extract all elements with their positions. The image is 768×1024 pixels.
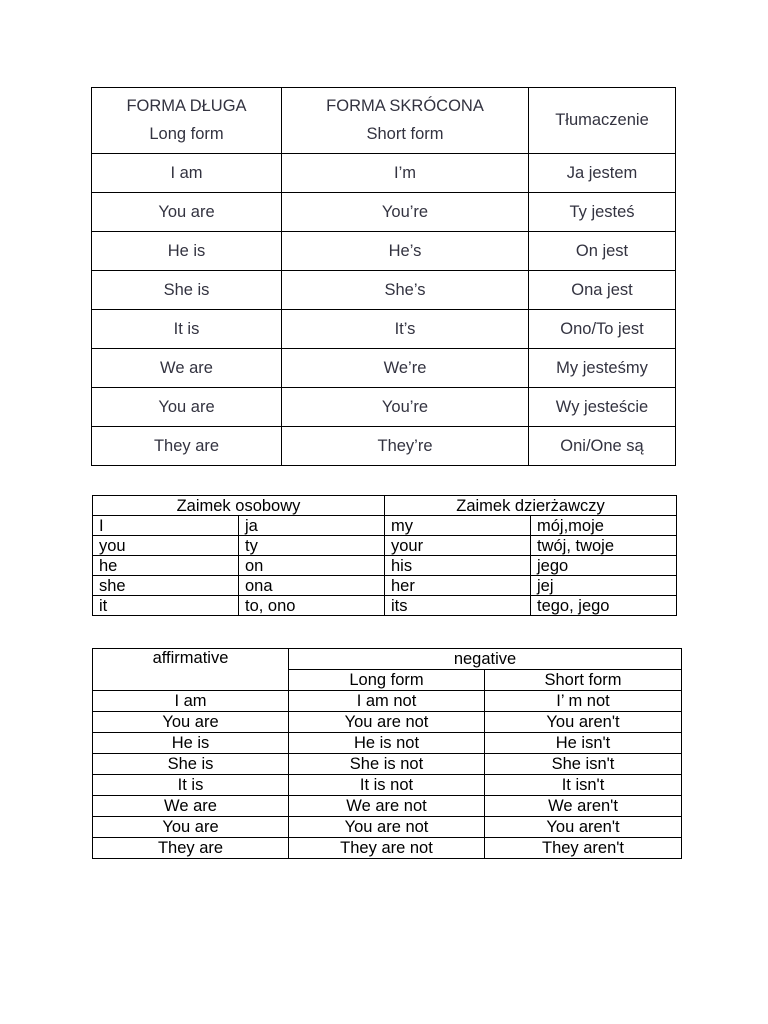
table-row (93, 754, 682, 775)
table-row (92, 193, 676, 232)
short-form-header-en: Short form (366, 125, 444, 143)
short-form-cell: We’re (282, 349, 529, 388)
translation-cell: Ono/To jest (529, 310, 676, 349)
translation-cell: My jesteśmy (529, 349, 676, 388)
pronouns-header-row (93, 496, 677, 516)
translation-cell: Ona jest (529, 271, 676, 310)
table-row (93, 596, 677, 616)
table-row (93, 712, 682, 733)
long-form-cell: We are (92, 349, 282, 388)
possessive-pl-cell: tego, jego (531, 596, 677, 616)
translation-cell: Oni/One są (529, 427, 676, 466)
long-form-header (92, 88, 282, 154)
affirmative-cell: She is (93, 754, 289, 775)
table-row (93, 817, 682, 838)
pronoun-en-cell: you (93, 536, 239, 556)
affirmative-cell: We are (93, 796, 289, 817)
possessive-en-cell: her (385, 576, 531, 596)
pronouns-table (92, 495, 677, 616)
negative-header: negative (289, 649, 682, 670)
affirmative-cell: They are (93, 838, 289, 859)
affirmative-negative-table (92, 648, 682, 859)
short-form-cell: You’re (282, 388, 529, 427)
negative-long-cell: He is not (289, 733, 485, 754)
negative-short-cell: She isn't (485, 754, 682, 775)
pronoun-en-cell: I (93, 516, 239, 536)
possessive-en-cell: its (385, 596, 531, 616)
short-form-cell: He’s (282, 232, 529, 271)
long-form-cell: You are (92, 193, 282, 232)
negative-short-cell: We aren't (485, 796, 682, 817)
affirmative-header: affirmative (93, 649, 289, 691)
possessive-en-cell: your (385, 536, 531, 556)
negative-long-form-header: Long form (289, 670, 485, 691)
long-form-cell: He is (92, 232, 282, 271)
table-row (93, 796, 682, 817)
long-form-cell: I am (92, 154, 282, 193)
possessive-pronoun-header: Zaimek dzierżawczy (385, 496, 677, 516)
pronoun-en-cell: it (93, 596, 239, 616)
table-row (93, 516, 677, 536)
affirmative-cell: You are (93, 817, 289, 838)
personal-pronoun-header: Zaimek osobowy (93, 496, 385, 516)
table-row (93, 556, 677, 576)
possessive-pl-cell: jego (531, 556, 677, 576)
table-row (93, 536, 677, 556)
negative-long-cell: You are not (289, 712, 485, 733)
affirmative-cell: He is (93, 733, 289, 754)
short-form-cell: I’m (282, 154, 529, 193)
table-row (92, 232, 676, 271)
table-row (92, 427, 676, 466)
long-form-header-en: Long form (149, 125, 224, 143)
table-row (92, 310, 676, 349)
short-form-header-pl: FORMA SKRÓCONA (326, 97, 484, 115)
table-row (92, 349, 676, 388)
negative-short-form-header: Short form (485, 670, 682, 691)
table-row (93, 775, 682, 796)
translation-cell: Ty jesteś (529, 193, 676, 232)
table-row (93, 733, 682, 754)
pronoun-pl-cell: on (239, 556, 385, 576)
table-row (92, 154, 676, 193)
translation-cell: Ja jestem (529, 154, 676, 193)
table-row (92, 271, 676, 310)
short-form-cell: It’s (282, 310, 529, 349)
long-form-cell: They are (92, 427, 282, 466)
long-form-cell: It is (92, 310, 282, 349)
pronoun-en-cell: she (93, 576, 239, 596)
affirmative-cell: You are (93, 712, 289, 733)
translation-header: Tłumaczenie (529, 88, 676, 154)
negative-short-cell: You aren't (485, 817, 682, 838)
negative-short-cell: They aren't (485, 838, 682, 859)
short-form-cell: They’re (282, 427, 529, 466)
pronoun-pl-cell: ona (239, 576, 385, 596)
possessive-pl-cell: mój,moje (531, 516, 677, 536)
possessive-pl-cell: twój, twoje (531, 536, 677, 556)
verb-forms-table (91, 87, 676, 466)
negative-long-cell: You are not (289, 817, 485, 838)
pronoun-en-cell: he (93, 556, 239, 576)
table-row (93, 838, 682, 859)
negative-long-cell: They are not (289, 838, 485, 859)
table-row (93, 576, 677, 596)
long-form-header-pl: FORMA DŁUGA (126, 97, 247, 115)
affirmative-cell: I am (93, 691, 289, 712)
verb-forms-header-row (92, 88, 676, 154)
pronoun-pl-cell: to, ono (239, 596, 385, 616)
possessive-pl-cell: jej (531, 576, 677, 596)
translation-cell: On jest (529, 232, 676, 271)
negative-short-cell: It isn't (485, 775, 682, 796)
pronoun-pl-cell: ja (239, 516, 385, 536)
long-form-cell: You are (92, 388, 282, 427)
table-row (93, 691, 682, 712)
negative-short-cell: He isn't (485, 733, 682, 754)
short-form-header (282, 88, 529, 154)
negative-long-cell: I am not (289, 691, 485, 712)
possessive-en-cell: my (385, 516, 531, 536)
table-row (92, 388, 676, 427)
affirmative-cell: It is (93, 775, 289, 796)
negative-short-cell: I’ m not (485, 691, 682, 712)
translation-cell: Wy jesteście (529, 388, 676, 427)
short-form-cell: You’re (282, 193, 529, 232)
negative-long-cell: She is not (289, 754, 485, 775)
affirmative-negative-header-row (93, 649, 682, 670)
negative-long-cell: It is not (289, 775, 485, 796)
long-form-cell: She is (92, 271, 282, 310)
pronoun-pl-cell: ty (239, 536, 385, 556)
negative-short-cell: You aren't (485, 712, 682, 733)
short-form-cell: She’s (282, 271, 529, 310)
possessive-en-cell: his (385, 556, 531, 576)
negative-long-cell: We are not (289, 796, 485, 817)
